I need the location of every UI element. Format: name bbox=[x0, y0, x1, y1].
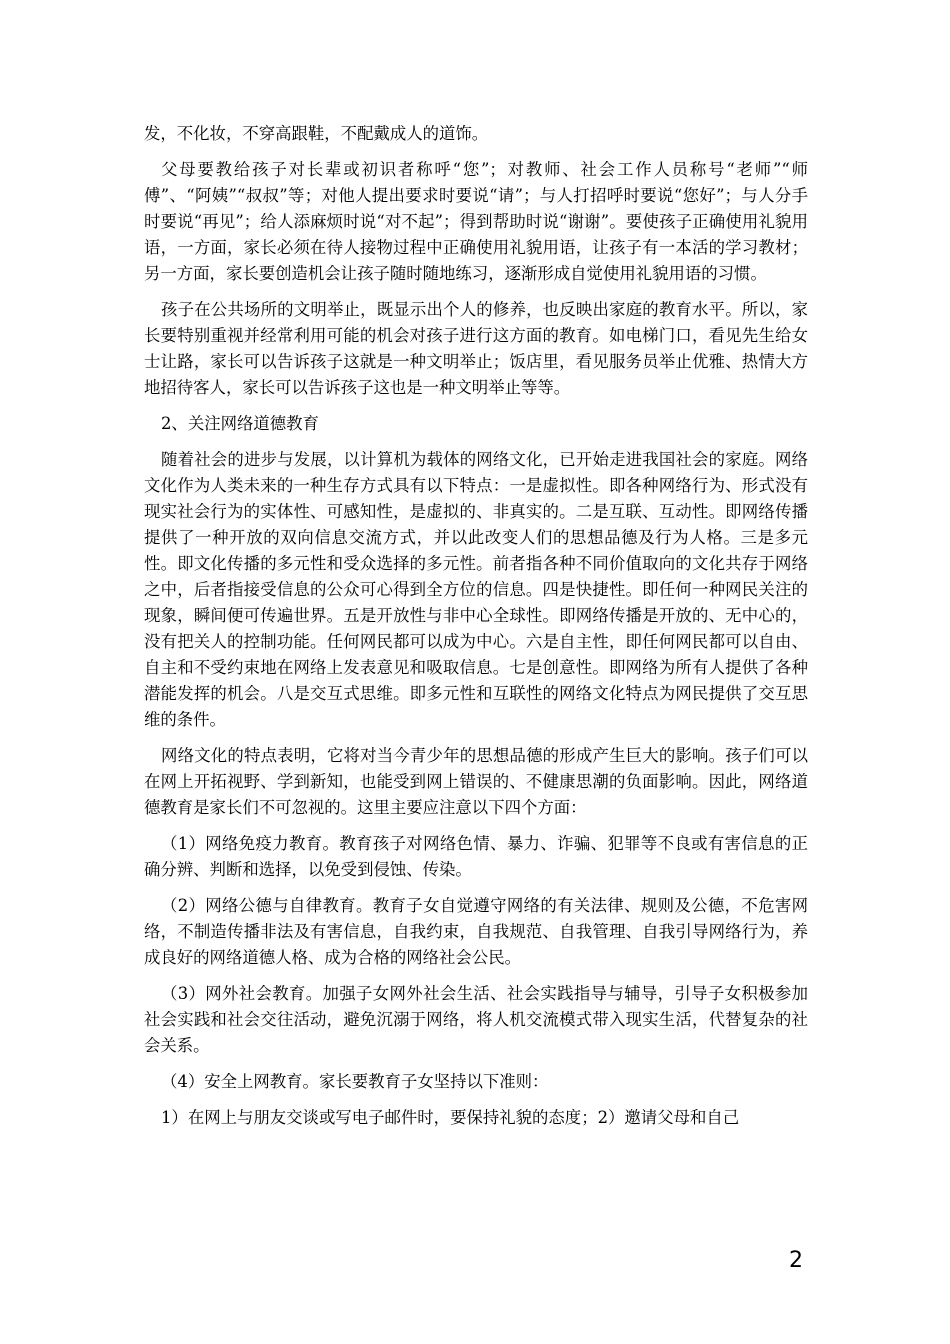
paragraph-network-culture-features: 随着社会的进步与发展，以计算机为载体的网络文化，已开始走进我国社会的家庭。网络文化作为人类未来的一种生存方式具有以下特点：一是虚拟性。即各种网络行为、形式没有现实社会行为的实体性、可感知性，是虚拟的、非真实的。二是互联、互动性。即网络传播提供了一种开放的双向信息交流方式，并以此改变人们的思想品德及行为人格。三是多元性。即文化传播的多元性和受众选择的多元性。前者指各种不同价值取向的文化共存于网络之中，后者指接受信息的公众可心得到全方位的信息。四是快捷性。即任何一种网民关注的现象，瞬间便可传遍世界。五是开放性与非中心全球性。即网络传播是开放的、无中心的，没有把关人的控制功能。任何网民都可以成为中心。六是自主性，即任何网民都可以自由、自主和不受约束地在网络上发表意见和吸取信息。七是创意性。即网络为所有人提供了各种潜能发挥的机会。八是交互式思维。即多元性和互联性的网络文化特点为网民提供了交互思维的条件。 bbox=[144, 450, 808, 729]
paragraph-morality-self-discipline: （2）网络公德与自律教育。教育子女自觉遵守网络的有关法律、规则及公德，不危害网络，不制造传播非法及有害信息，自我约束，自我规范、自我管理、自我引导网络行为，养成良好的网络道德人格、成为合格的网络社会公民。 bbox=[144, 896, 808, 967]
section-heading-network-ethics: 2、关注网络道德教育 bbox=[161, 414, 319, 433]
paragraph-immunity-education: （1）网络免疫力教育。教育孩子对网络色情、暴力、诈骗、犯罪等不良或有害信息的正确分辨、判断和选择，以免受到侵蚀、传染。 bbox=[144, 834, 808, 879]
paragraph-public-manners: 孩子在公共场所的文明举止，既显示出个人的修养，也反映出家庭的教育水平。所以，家长要特别重视并经常利用可能的机会对孩子进行这方面的教育。如电梯门口，看见先生给女士让路，家长可以告诉孩子这就是一种文明举止；饭店里，看见服务员举止优雅、热情大方地招待客人，家长可以告诉孩子这也是一种文明举止等等。 bbox=[144, 300, 808, 397]
paragraph-offline-social-education: （3）网外社会教育。加强子女网外社会生活、社会实践指导与辅导，引导子女积极参加社会实践和社会交往活动，避免沉溺于网络，将人机交流模式带入现实生活，代替复杂的社会关系。 bbox=[144, 984, 808, 1055]
paragraph-safe-internet-education: （4）安全上网教育。家长要教育子女坚持以下准则： bbox=[161, 1072, 549, 1091]
paragraph-polite-language: 父母要教给孩子对长辈或初识者称呼“您”；对教师、社会工作人员称号“老师”“师傅”、“阿姨”“叔叔”等；对他人提出要求时要说“请”；与人打招呼时要说“您好”；与人分手时要说“再见”；给人添麻烦时说“对不起”；得到帮助时说“谢谢”。要使孩子正确使用礼貌用语，一方面，家长必须在待人接物过程中正确使用礼貌用语，让孩子有一本活的学习教材；另一方面，家长要创造机会让孩子随时随地练习，逐渐形成自觉使用礼貌用语的习惯。 bbox=[144, 160, 808, 283]
paragraph-safety-rules: 1）在网上与朋友交谈或写电子邮件时，要保持礼貌的态度；2）邀请父母和自己 bbox=[161, 1108, 740, 1127]
paragraph-network-influence: 网络文化的特点表明，它将对当今青少年的思想品德的形成产生巨大的影响。孩子们可以在网上开拓视野、学到新知，也能受到网上错误的、不健康思潮的负面影响。因此，网络道德教育是家长们不可忽视的。这里主要应注意以下四个方面： bbox=[144, 746, 808, 817]
page-body bbox=[144, 121, 808, 1141]
paragraph-dress-code: 发，不化妆，不穿高跟鞋，不配戴成人的道饰。 bbox=[144, 124, 489, 143]
page-number: 2 bbox=[789, 1248, 803, 1273]
